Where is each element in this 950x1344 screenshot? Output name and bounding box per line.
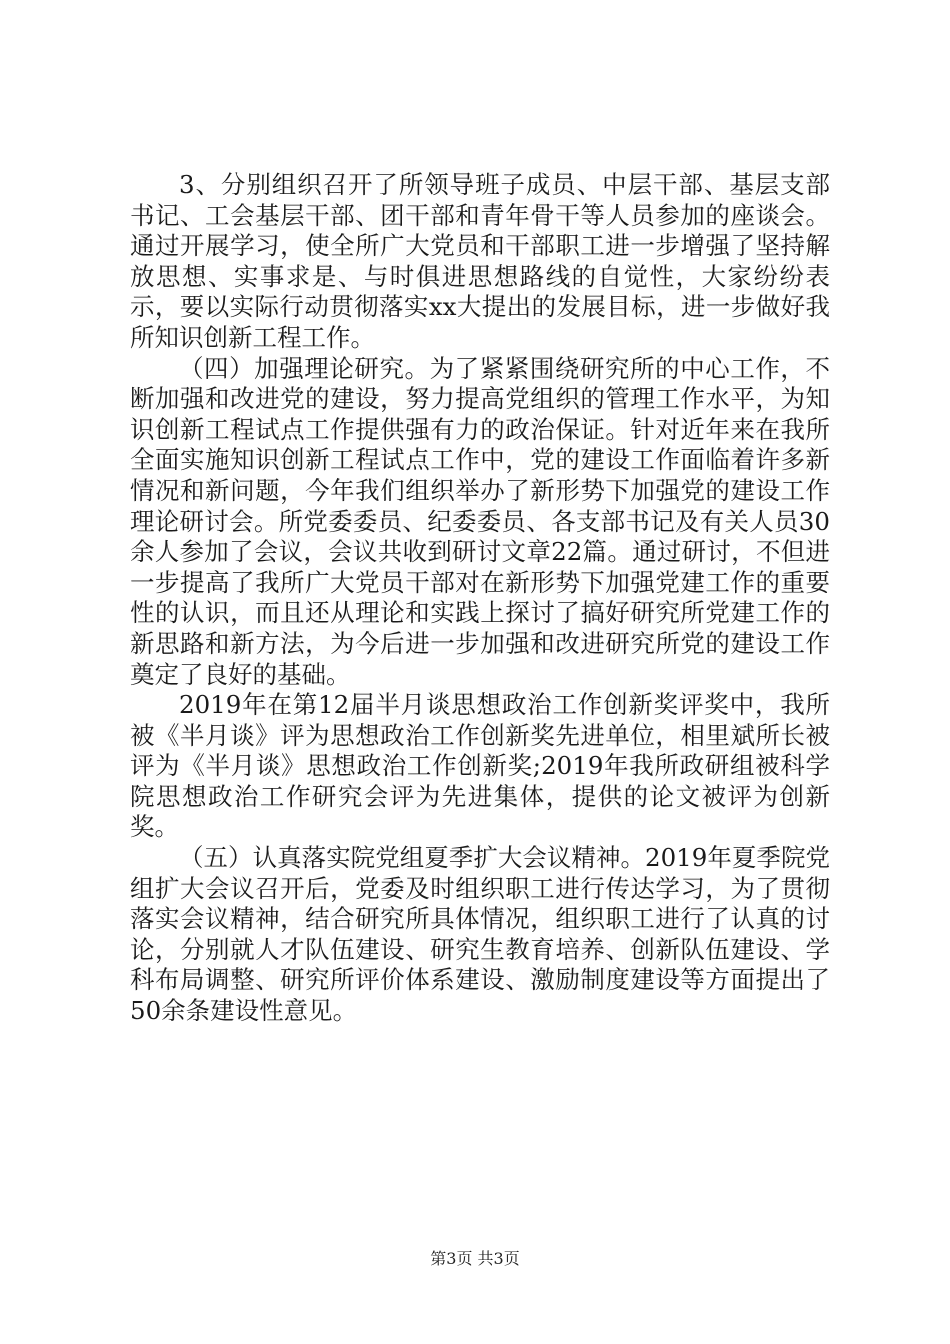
paragraph-summer-meeting: （五）认真落实院党组夏季扩大会议精神。2019年夏季院党组扩大会议召开后，党委及时组织职工进行传达学习，为了贯彻落实会议精神，结合研究所具体情况，组织职工进行了认真的讨论，分别就人才队伍建设、研究生教育培养、创新队伍建设、学科布局调整、研究所评价体系建设、激励制度建设等方面提出了50余条建设性意见。 xyxy=(130,843,830,1026)
document-body xyxy=(130,170,830,1027)
paragraph-forums: 3、分别组织召开了所领导班子成员、中层干部、基层支部书记、工会基层干部、团干部和青年骨干等人员参加的座谈会。通过开展学习，使全所广大党员和干部职工进一步增强了坚持解放思想、实事求是、与时俱进思想路线的自觉性，大家纷纷表示，要以实际行动贯彻落实xx大提出的发展目标，进一步做好我所知识创新工程工作。 xyxy=(130,170,830,352)
paragraph-awards: 2019年在第12届半月谈思想政治工作创新奖评奖中，我所被《半月谈》评为思想政治工作创新奖先进单位，相里斌所长被评为《半月谈》思想政治工作创新奖;2019年我所政研组被科学院思想政治工作研究会评为先进集体，提供的论文被评为创新奖。 xyxy=(130,690,830,842)
paragraph-theory-research: （四）加强理论研究。为了紧紧围绕研究所的中心工作，不断加强和改进党的建设，努力提高党组织的管理工作水平，为知识创新工程试点工作提供强有力的政治保证。针对近年来在我所全面实施知识创新工程试点工作中，党的建设工作面临着许多新情况和新问题，今年我们组织举办了新形势下加强党的建设工作理论研讨会。所党委委员、纪委委员、各支部书记及有关人员30余人参加了会议，会议共收到研讨文章22篇。通过研讨，不但进一步提高了我所广大党员干部对在新形势下加强党建工作的重要性的认识，而且还从理论和实践上探讨了搞好研究所党建工作的新思路和新方法，为今后进一步加强和改进研究所党的建设工作奠定了良好的基础。 xyxy=(130,353,830,689)
page-number-footer: 第3页 共3页 xyxy=(430,1249,520,1268)
